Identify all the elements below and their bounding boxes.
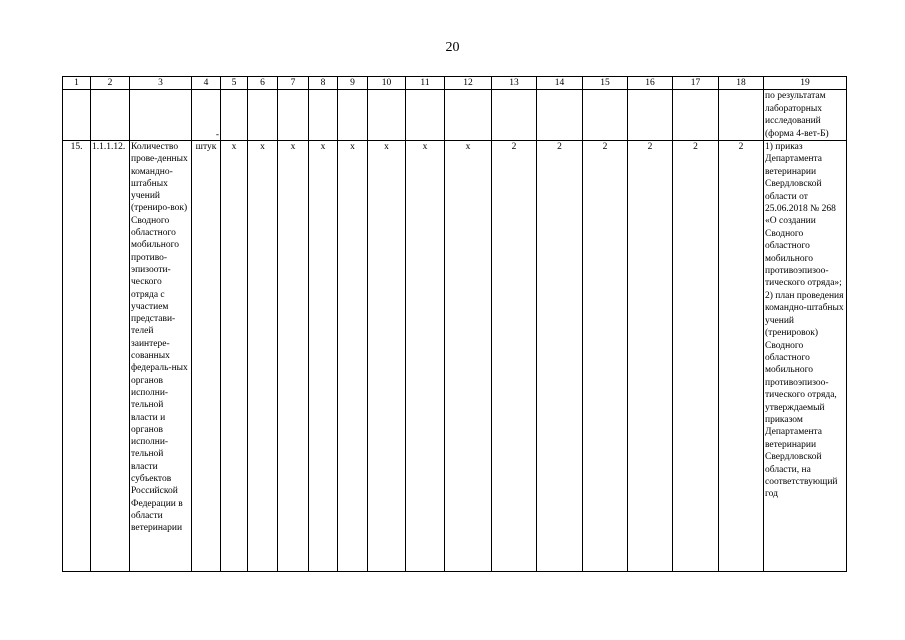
indicator-name-cell: Количество прове-денных командно-штабных учений (трениро-вок) Сводного областного мобильного противо-эпизооти-ческого отряда с участием представи-телей заинтере-сованных федераль-ных органов исполни-тельной власти и органов исполни-тельной власти субъектов Российской Федерации в области ветеринарии <box>130 141 192 572</box>
column-header: 8 <box>309 77 338 90</box>
column-header: 13 <box>492 77 537 90</box>
table-cell <box>628 90 673 141</box>
table-cell <box>309 90 338 141</box>
column-header: 6 <box>248 77 278 90</box>
source-cell: 1) приказ Департамента ветеринарии Свердловской области от 25.06.2018 № 268 «О создании Сводного областного мобильного противоэпизоо-тического отряда»; 2) план проведения командно-штабных учений (тренировок) Сводного областного мобильного противоэпизоо-тического отряда, утверждаемый приказом Департамента ветеринарии Свердловской области, на соответствующий год <box>764 141 847 572</box>
value-cell: x <box>309 141 338 572</box>
table-cell <box>63 90 91 141</box>
column-header: 2 <box>91 77 130 90</box>
value-cell: x <box>221 141 248 572</box>
column-header: 11 <box>406 77 445 90</box>
value-cell: x <box>406 141 445 572</box>
table-row <box>63 90 847 141</box>
table-cell <box>91 90 130 141</box>
row-number-cell: 15. <box>63 141 91 572</box>
column-header: 5 <box>221 77 248 90</box>
table-cell <box>445 90 492 141</box>
column-header: 3 <box>130 77 192 90</box>
table-cell <box>278 90 309 141</box>
column-header: 4 <box>192 77 221 90</box>
value-cell: 2 <box>673 141 719 572</box>
value-cell: x <box>278 141 309 572</box>
value-cell: x <box>368 141 406 572</box>
indicator-table <box>62 76 847 572</box>
table-cell <box>537 90 583 141</box>
column-header: 10 <box>368 77 406 90</box>
column-header: 18 <box>719 77 764 90</box>
table-cell <box>406 90 445 141</box>
table-cell <box>130 90 192 141</box>
column-header: 16 <box>628 77 673 90</box>
column-header: 1 <box>63 77 91 90</box>
page-number: 20 <box>445 40 460 55</box>
unit-cell: штук <box>192 141 221 572</box>
table-cell <box>338 90 368 141</box>
column-number-row <box>63 77 847 90</box>
column-header: 7 <box>278 77 309 90</box>
table-cell <box>673 90 719 141</box>
value-cell: 2 <box>537 141 583 572</box>
value-cell: 2 <box>492 141 537 572</box>
column-header: 12 <box>445 77 492 90</box>
value-cell: 2 <box>628 141 673 572</box>
table-cell <box>492 90 537 141</box>
value-cell: x <box>445 141 492 572</box>
value-cell: 2 <box>583 141 628 572</box>
column-header: 17 <box>673 77 719 90</box>
table-row <box>63 141 847 572</box>
table-cell: - <box>192 90 221 141</box>
source-cell: по результатам лабораторных исследований (форма 4-вет-Б) <box>764 90 847 141</box>
table-cell <box>221 90 248 141</box>
value-cell: x <box>248 141 278 572</box>
table-cell <box>719 90 764 141</box>
column-header: 14 <box>537 77 583 90</box>
column-header: 15 <box>583 77 628 90</box>
value-cell: 2 <box>719 141 764 572</box>
row-code-cell: 1.1.1.12. <box>91 141 130 572</box>
table-cell <box>248 90 278 141</box>
value-cell: x <box>338 141 368 572</box>
table-cell <box>368 90 406 141</box>
table-cell <box>583 90 628 141</box>
column-header: 9 <box>338 77 368 90</box>
column-header: 19 <box>764 77 847 90</box>
